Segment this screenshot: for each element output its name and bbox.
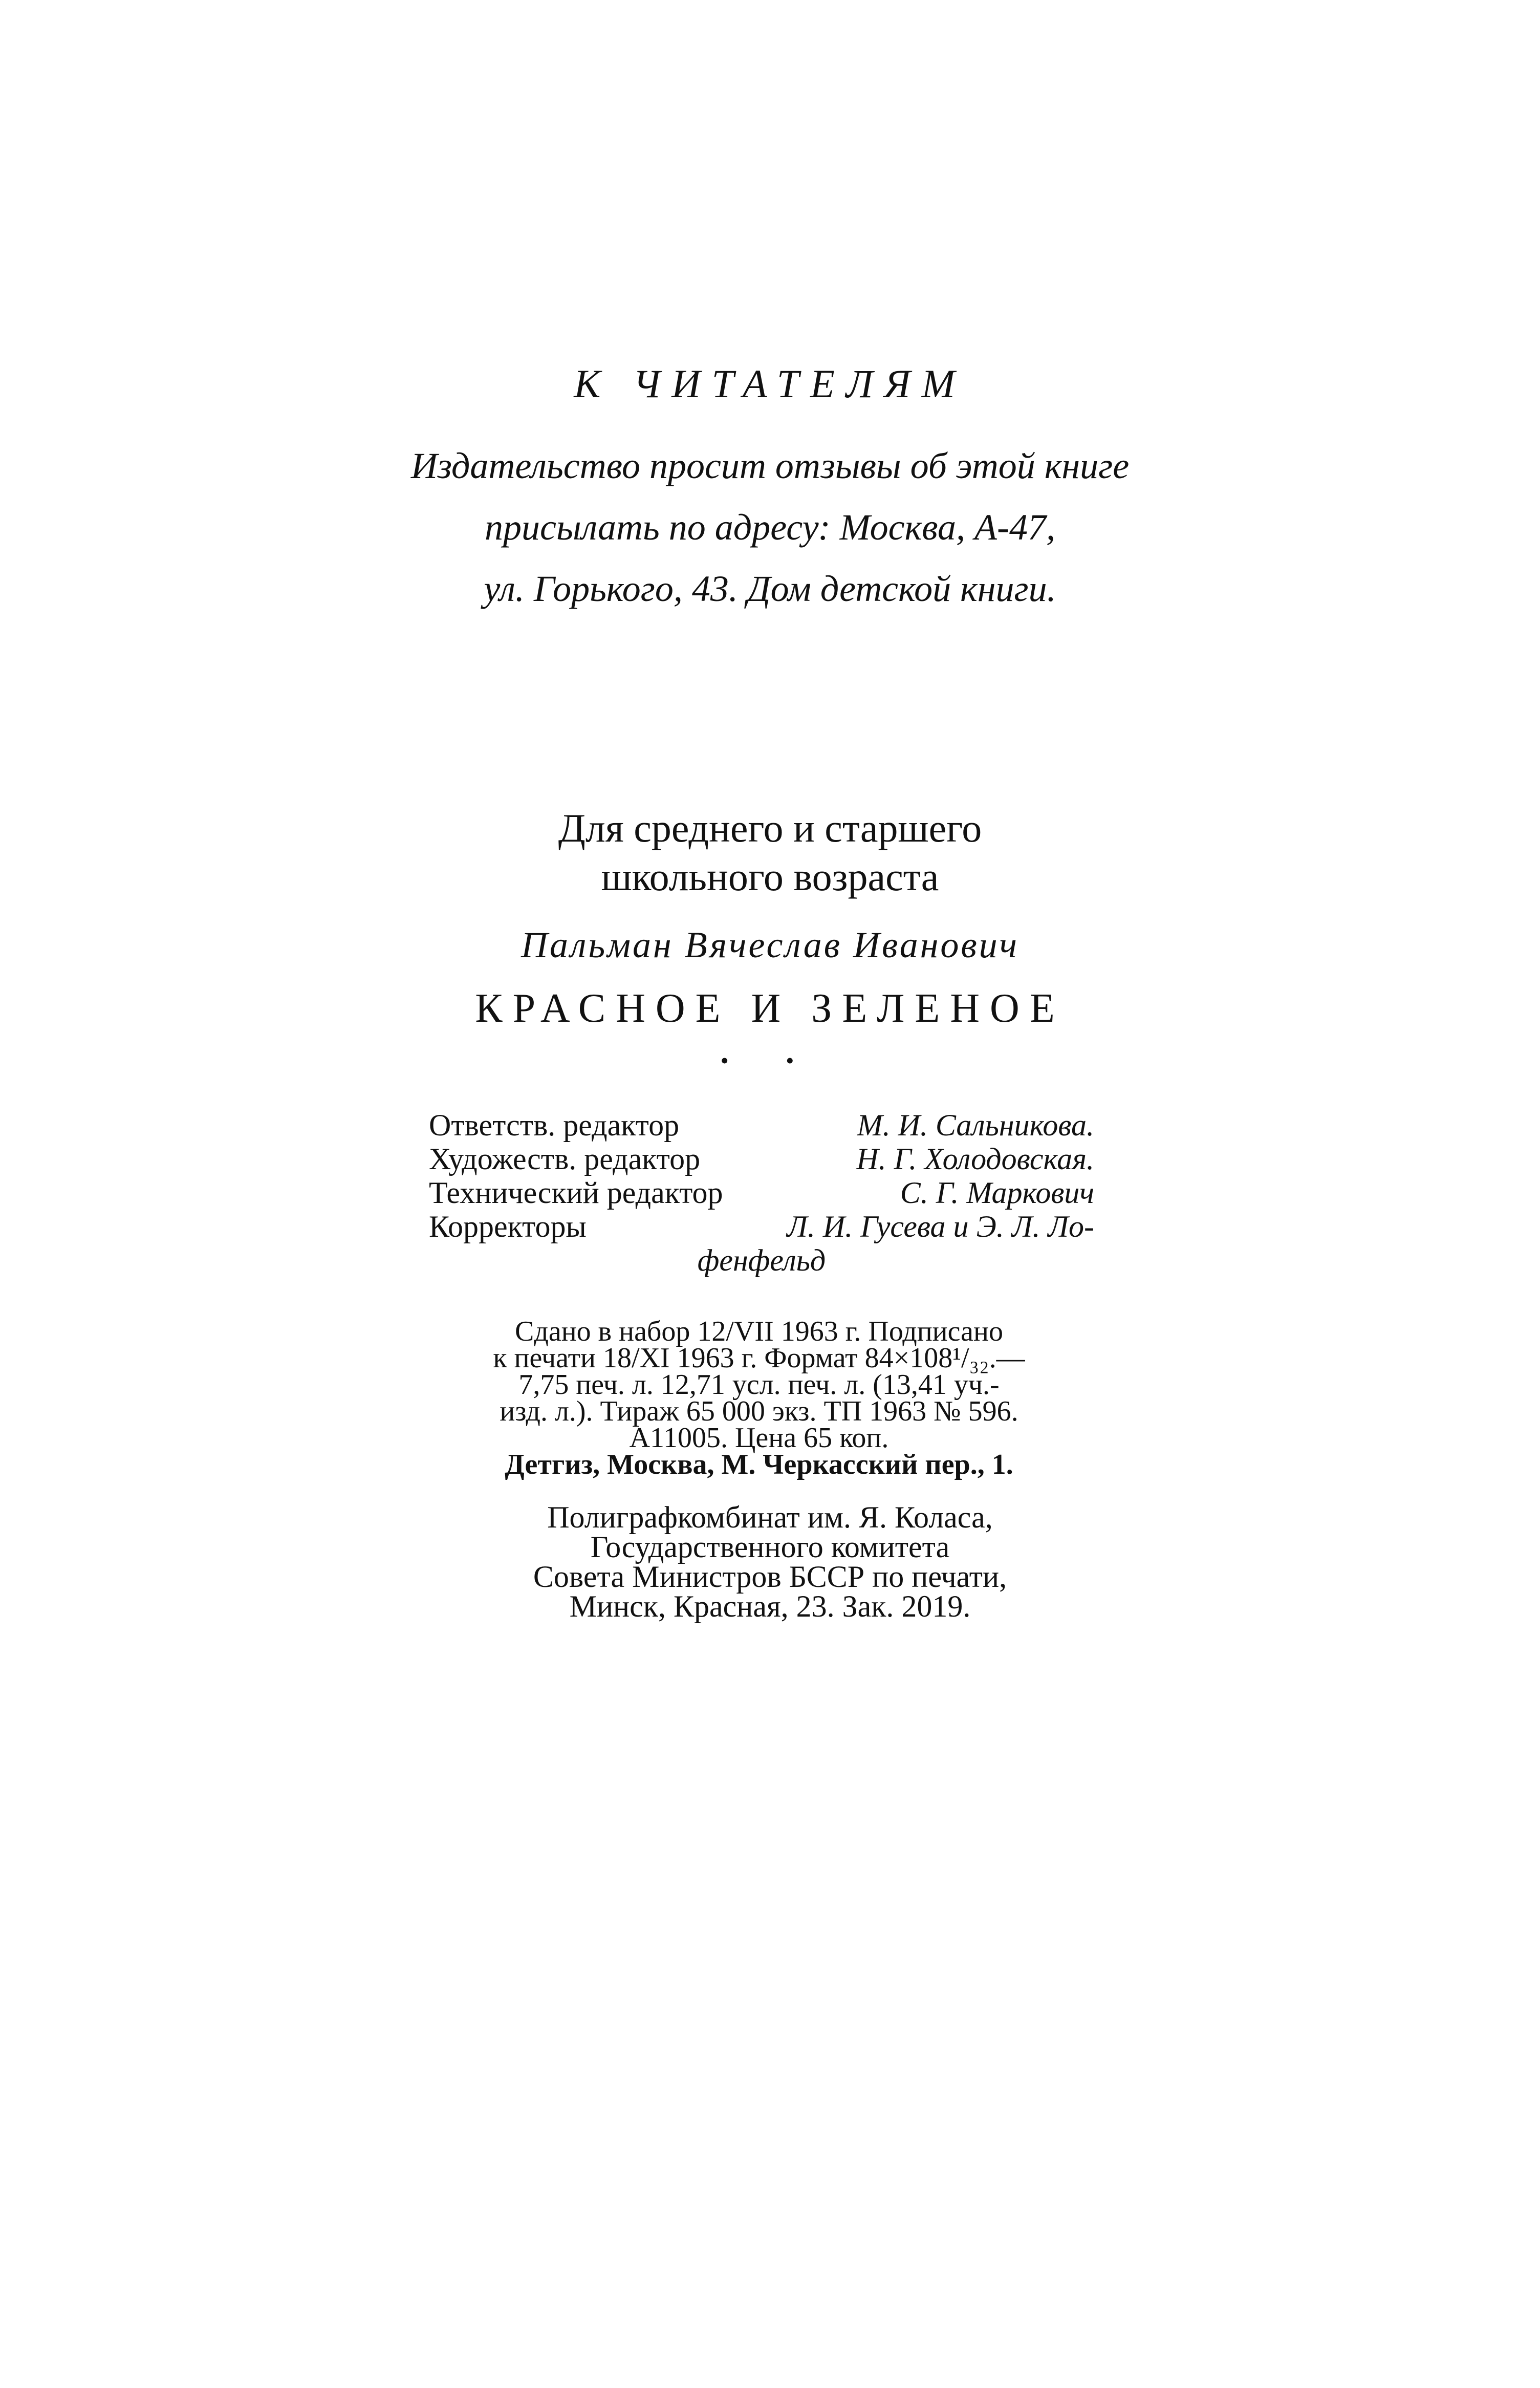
reader-notice-line: Издательство просит отзывы об этой книге [410, 445, 1130, 486]
printer-block [0, 1502, 1540, 1621]
publisher-line: Детгиз, Москва, М. Черкасский пер., 1. [505, 1449, 1013, 1480]
print-data-line: 7,75 печ. л. 12,71 усл. печ. л. (13,41 уч.- [518, 1369, 1000, 1401]
credits-block [429, 1108, 1094, 1277]
credit-row [429, 1176, 1094, 1210]
credit-name: Н. Г. Холодовская. [856, 1142, 1094, 1176]
credit-name: М. И. Сальникова. [857, 1108, 1094, 1142]
credit-row [429, 1108, 1094, 1142]
credit-row [429, 1142, 1094, 1176]
ornament-dots: • • [720, 1047, 820, 1073]
print-data-line: А11005. Цена 65 коп. [629, 1422, 889, 1454]
audience-line: Для среднего и старшего [558, 806, 982, 850]
print-data-line: к печати 18/XI 1963 г. Формат 84×108¹/₃₂.— [493, 1342, 1025, 1374]
credit-name: Л. И. Гусева и Э. Л. Ло- [787, 1210, 1094, 1243]
print-data-line: Сдано в набор 12/VII 1963 г. Подписано [515, 1316, 1003, 1347]
credit-role: Художеств. редактор [429, 1142, 701, 1176]
reader-notice-line: присылать по адресу: Москва, А-47, [485, 507, 1055, 548]
credit-role: Технический редактор [429, 1176, 723, 1210]
reader-notice-text [0, 435, 1540, 619]
printer-line: Совета Министров БССР по печати, [533, 1560, 1007, 1594]
printer-line: Государственного комитета [590, 1530, 950, 1564]
printer-line: Полиграфкомбинат им. Я. Коласа, [547, 1500, 993, 1534]
credit-continuation: фенфельд [697, 1243, 826, 1277]
print-data-line: изд. л.). Тираж 65 000 экз. ТП 1963 № 596. [500, 1395, 1018, 1427]
credit-name: С. Г. Маркович [900, 1176, 1094, 1210]
author-name: Пальман Вячеслав Иванович [520, 924, 1020, 965]
credit-role: Корректоры [429, 1210, 587, 1243]
book-title: КРАСНОЕ И ЗЕЛЕНОЕ [475, 986, 1065, 1031]
reader-notice-line: ул. Горького, 43. Дом детской книги. [484, 568, 1056, 609]
credit-row [429, 1210, 1094, 1243]
audience-line: школьного возраста [601, 854, 939, 899]
print-data-block [429, 1318, 1089, 1478]
printer-line: Минск, Красная, 23. Зак. 2019. [569, 1589, 971, 1623]
reader-notice-title: К ЧИТАТЕЛЯМ [574, 361, 966, 406]
audience-note [0, 804, 1540, 901]
credit-role: Ответств. редактор [429, 1108, 680, 1142]
